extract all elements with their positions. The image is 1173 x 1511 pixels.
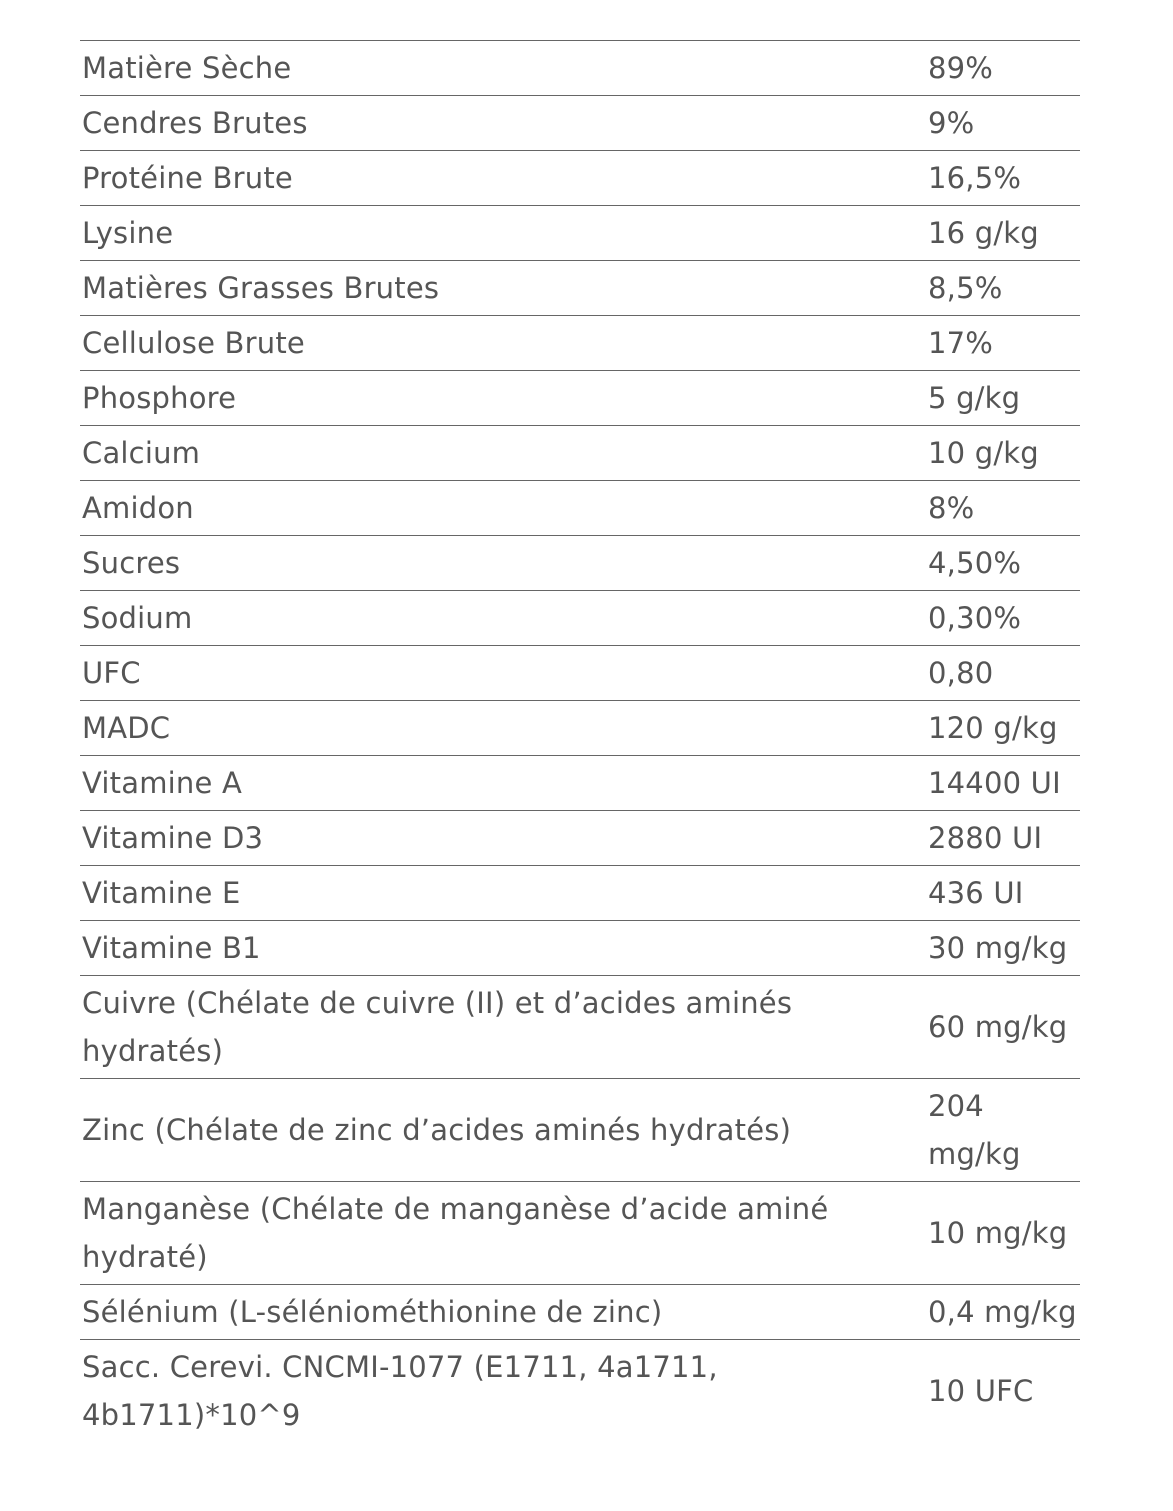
nutrient-value: 10 mg/kg	[928, 1216, 1068, 1250]
nutrient-name: Vitamine A	[82, 766, 242, 800]
nutrient-name: Vitamine B1	[82, 931, 261, 965]
nutrient-name: UFC	[82, 656, 141, 690]
nutrient-name: Calcium	[82, 436, 201, 470]
table-row	[80, 151, 1080, 206]
nutrient-name: Matières Grasses Brutes	[82, 271, 440, 305]
nutrient-value: 2880 UI	[928, 821, 1043, 855]
table-row	[80, 701, 1080, 756]
nutrition-table	[80, 40, 1080, 1442]
nutrient-name: Sélénium (L-séléniométhionine de zinc)	[82, 1295, 663, 1329]
table-row	[80, 481, 1080, 536]
table-row	[80, 1285, 1080, 1340]
table-row	[80, 976, 1080, 1079]
nutrient-value: 0,30%	[928, 601, 1022, 635]
nutrient-name: Zinc (Chélate de zinc d’acides aminés hydratés)	[82, 1113, 792, 1147]
nutrient-value: 0,80	[928, 656, 994, 690]
table-row	[80, 756, 1080, 811]
nutrient-value: 436 UI	[928, 876, 1024, 910]
nutrient-name: Phosphore	[82, 381, 237, 415]
nutrient-value: 120 g/kg	[928, 711, 1058, 745]
nutrient-name: Sucres	[82, 546, 181, 580]
nutrient-name: Cellulose Brute	[82, 326, 305, 360]
nutrient-name: Cuivre (Chélate de cuivre (II) et d’acides aminés hydratés)	[82, 986, 793, 1068]
table-row	[80, 1340, 1080, 1443]
nutrient-value: 9%	[928, 106, 975, 140]
table-row	[80, 96, 1080, 151]
nutrient-value: 0,4 mg/kg	[928, 1295, 1077, 1329]
nutrient-value: 8,5%	[928, 271, 1003, 305]
nutrition-table-container	[80, 40, 1080, 1442]
nutrient-name: Manganèse (Chélate de manganèse d’acide aminé hydraté)	[82, 1192, 829, 1274]
nutrient-value: 16,5%	[928, 161, 1022, 195]
table-row	[80, 646, 1080, 701]
nutrient-value: 60 mg/kg	[928, 1010, 1068, 1044]
nutrient-value: 17%	[928, 326, 994, 360]
nutrient-value: 5 g/kg	[928, 381, 1021, 415]
nutrient-name: Protéine Brute	[82, 161, 293, 195]
nutrition-table-body	[80, 41, 1080, 1443]
table-row	[80, 371, 1080, 426]
nutrient-value: 16 g/kg	[928, 216, 1039, 250]
nutrient-value: 14400 UI	[928, 766, 1061, 800]
nutrient-name: Sodium	[82, 601, 193, 635]
nutrient-name: Lysine	[82, 216, 174, 250]
table-row	[80, 866, 1080, 921]
nutrient-value: 8%	[928, 491, 975, 525]
table-row	[80, 591, 1080, 646]
nutrient-value: 10 UFC	[928, 1374, 1034, 1408]
nutrient-value: 89%	[928, 51, 994, 85]
table-row	[80, 1182, 1080, 1285]
nutrient-name: Amidon	[82, 491, 194, 525]
nutrient-value: 30 mg/kg	[928, 931, 1068, 965]
nutrient-name: Vitamine E	[82, 876, 241, 910]
table-row	[80, 206, 1080, 261]
nutrient-value: 204 mg/kg	[928, 1089, 1021, 1171]
nutrient-value: 4,50%	[928, 546, 1022, 580]
table-row	[80, 536, 1080, 591]
nutrient-name: Sacc. Cerevi. CNCMI-1077 (E1711, 4a1711, 4b1711)*10^9	[82, 1350, 718, 1432]
nutrient-name: Matière Sèche	[82, 51, 292, 85]
table-row	[80, 426, 1080, 481]
nutrient-name: Cendres Brutes	[82, 106, 308, 140]
table-row	[80, 921, 1080, 976]
nutrient-name: MADC	[82, 711, 171, 745]
nutrient-name: Vitamine D3	[82, 821, 264, 855]
table-row	[80, 1079, 1080, 1182]
table-row	[80, 811, 1080, 866]
table-row	[80, 261, 1080, 316]
nutrient-value: 10 g/kg	[928, 436, 1039, 470]
table-row	[80, 41, 1080, 96]
table-row	[80, 316, 1080, 371]
